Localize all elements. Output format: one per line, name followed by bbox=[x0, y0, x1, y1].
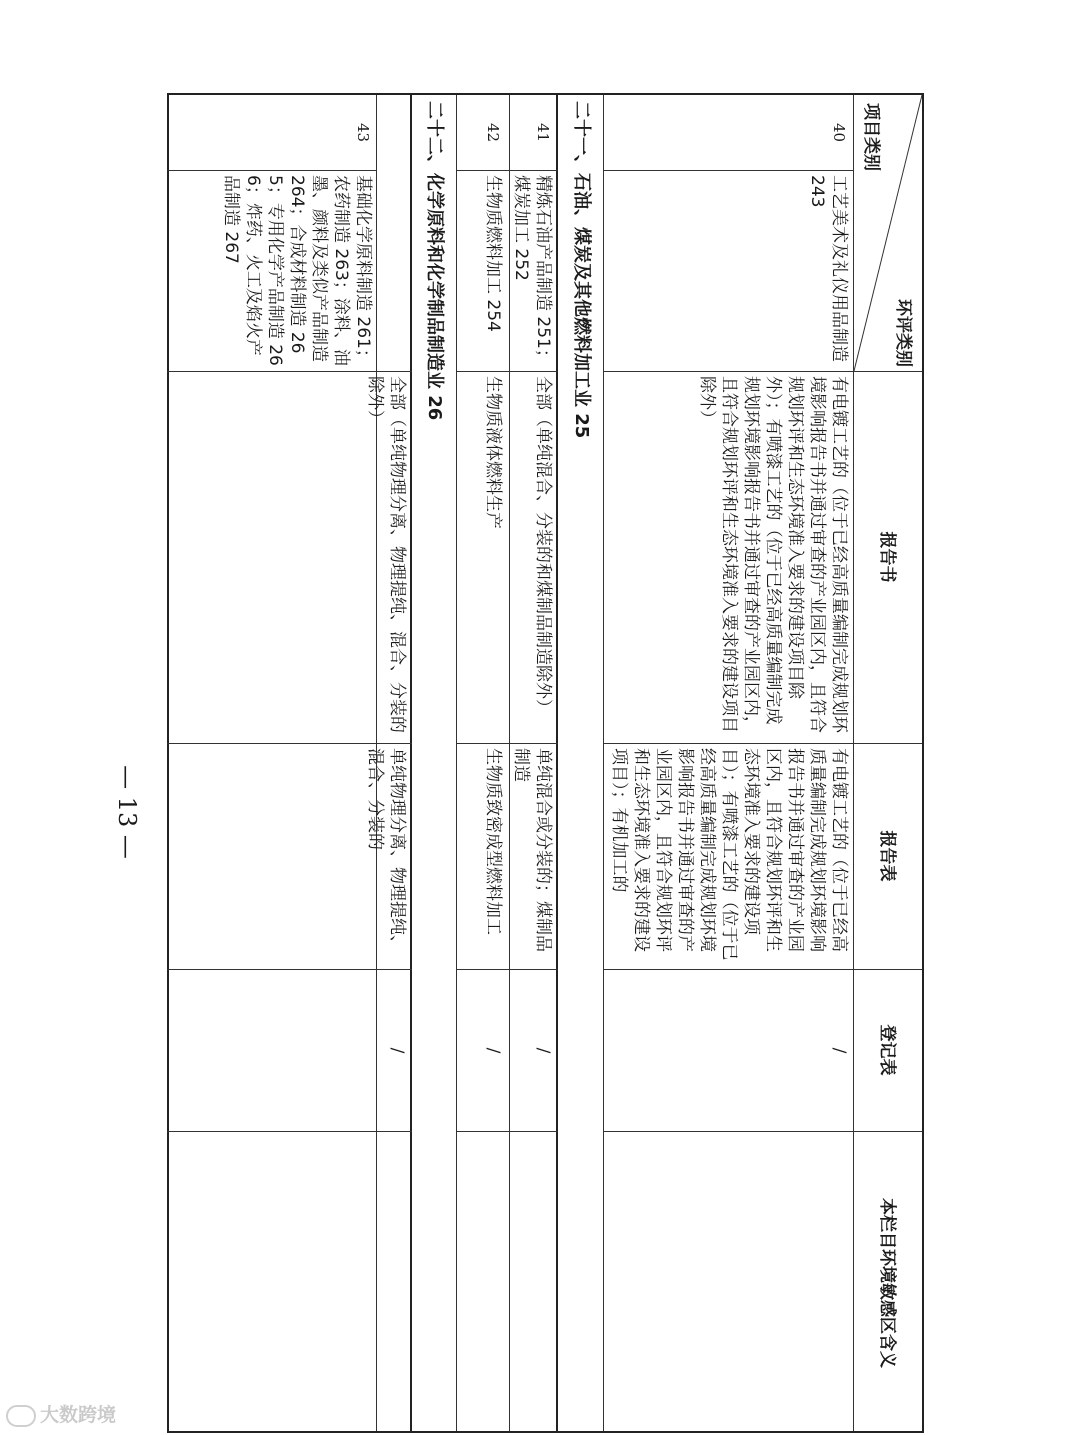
sensitive-area-note bbox=[604, 1132, 852, 1435]
sensitive-area-note bbox=[458, 1132, 506, 1435]
watermark bbox=[6, 1400, 116, 1427]
registration-requirement: / bbox=[533, 1047, 553, 1054]
rotated-table-page bbox=[167, 93, 924, 1433]
section-heading: 二十一、石油、煤炭及其他燃料加工业 25 bbox=[571, 101, 592, 439]
project-category: 生物质燃料加工 254 bbox=[483, 175, 503, 332]
page-number: — 13 — bbox=[113, 765, 141, 859]
corner-header-bottom: 项目类别 bbox=[861, 103, 881, 171]
report-book-requirement: 生物质液体燃料生产 bbox=[483, 376, 503, 529]
environmental-assessment-table bbox=[167, 93, 924, 1433]
project-category: 工艺美术及礼仪用品制造 243 bbox=[807, 175, 849, 362]
section-heading: 二十二、化学原料和化学制品制造业 26 bbox=[424, 101, 445, 421]
sensitive-area-note bbox=[290, 1132, 410, 1435]
header-sensitive-area: 本栏目环境敏感区含义 bbox=[877, 1198, 897, 1368]
registration-requirement: / bbox=[483, 1047, 503, 1054]
report-form-requirement: 有电镀工艺的（位于已经高质量编制完成规划环境影响报告书并通过审查的产业园区内，且符合规划环评和生态环境准入要求的建设项目）；有喷漆工艺的（位于已经高质量编制完成规划环境影响报告书并通过审查的产业园区内，且符合规划环评和生态环境准入要求的建设项目）；有机加工的 bbox=[609, 748, 849, 961]
corner-header-top: 环评类别 bbox=[893, 299, 913, 367]
project-category: 精炼石油产品制造 251；煤炭加工 252 bbox=[511, 175, 553, 366]
project-category: 基础化学原料制造 261；农药制造 263；涂料、油墨、颜料及类似产品制造 264；合成材料制造 265；专用化学产品制造 266；炸药、火工及焰火产品制造 267 bbox=[221, 175, 373, 366]
row-divider bbox=[456, 95, 457, 1431]
sensitive-area-note bbox=[510, 1132, 556, 1435]
report-book-requirement: 有电镀工艺的（位于已经高质量编制完成规划环境影响报告书并通过审查的产业园区内，且符合规划环评和生态环境准入要求的建设项目除外）；有喷漆工艺的（位于已经高质量编制完成规划环境影响报告书并通过审查的产业园区内，且符合规划环评和生态环境准入要求的建设项目除外） bbox=[697, 376, 849, 733]
watermark-logo-icon bbox=[6, 1405, 36, 1427]
row-number: 43 bbox=[354, 122, 372, 143]
row-number: 41 bbox=[534, 122, 552, 143]
registration-requirement: / bbox=[387, 1047, 407, 1054]
report-form-requirement: 生物质致密成型燃料加工 bbox=[483, 748, 503, 935]
header-report-book: 报告书 bbox=[877, 531, 897, 583]
report-book-requirement: 全部（单纯混合、分装的和煤制品制造除外） bbox=[533, 376, 553, 716]
report-book-requirement: 全部（单纯物理分离、物理提纯、混合、分装的除外） bbox=[365, 376, 407, 733]
row-number: 42 bbox=[484, 122, 502, 143]
registration-requirement: / bbox=[829, 1047, 849, 1054]
report-form-requirement: 单纯物理分离、物理提纯、混合、分装的 bbox=[365, 748, 407, 952]
watermark-text: 大数跨境 bbox=[40, 1404, 117, 1426]
header-registration: 登记表 bbox=[877, 1024, 897, 1076]
row-divider bbox=[853, 95, 854, 1431]
report-form-requirement: 单纯混合或分装的；煤制品制造 bbox=[511, 748, 553, 952]
row-number: 40 bbox=[830, 122, 848, 143]
header-report-form: 报告表 bbox=[877, 830, 897, 882]
